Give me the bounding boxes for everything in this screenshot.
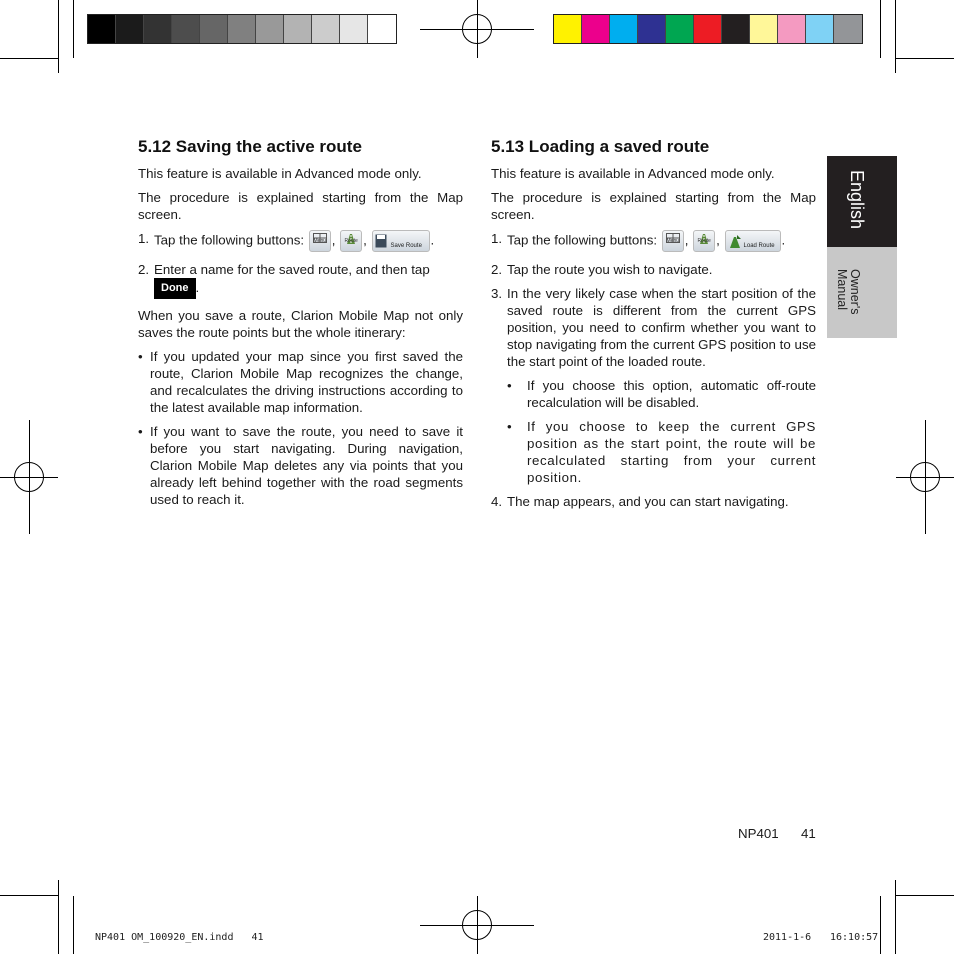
crop-mark [58, 0, 59, 73]
paragraph: This feature is available in Advanced mode only. [138, 166, 422, 181]
color-swatch [610, 15, 638, 43]
color-swatch [582, 15, 610, 43]
color-swatch [144, 15, 172, 43]
step-item: 1. Tap the following buttons: Menu , Route , Save Route . [138, 230, 463, 252]
bullet-item [138, 423, 463, 508]
bullet-dot: • [138, 424, 143, 439]
section-heading-saving: 5.12 Saving the active route [138, 137, 362, 156]
right-column [491, 165, 816, 517]
crop-mark [73, 896, 74, 954]
manual-tab [827, 247, 897, 338]
color-swatch [200, 15, 228, 43]
color-swatch [638, 15, 666, 43]
color-swatch [722, 15, 750, 43]
step-text: The map appears, and you can start navigating. [507, 494, 789, 509]
paragraph: When you save a route, Clarion Mobile Map not only saves the route points but the whole itinerary: [138, 308, 463, 340]
slug-time: 16:10:57 [830, 932, 879, 943]
color-swatch [312, 15, 340, 43]
slug-date: 2011-1-6 [763, 932, 812, 943]
crop-mark [895, 880, 896, 954]
color-swatch [228, 15, 256, 43]
load-route-button-icon: Load Route [725, 230, 781, 252]
left-column [138, 165, 463, 515]
bullet-item [138, 348, 463, 416]
color-swatch [368, 15, 396, 43]
bullet-text: If you choose this option, automatic off-route recalculation will be disabled. [527, 378, 816, 410]
crop-mark [0, 895, 58, 896]
color-swatch [256, 15, 284, 43]
bullet-text: If you updated your map since you first saved the route, Clarion Mobile Map recognizes the change, and recalculates the driving instructions according to the latest available map information. [150, 349, 463, 415]
crop-mark [895, 0, 896, 73]
bullet-text: If you choose to keep the current GPS position as the start point, the route will be recalculated starting from your current position. [527, 419, 816, 485]
step-item: 1. Tap the following buttons: Menu , Route , Load Route . [491, 230, 816, 252]
step-item: 2. Enter a name for the saved route, and then tap Done . [138, 261, 463, 299]
crop-mark [58, 880, 59, 954]
step-number: 3. [491, 286, 503, 301]
route-button-icon: Route [693, 230, 715, 252]
color-swatch [750, 15, 778, 43]
bullet-dot: • [507, 378, 512, 393]
language-tab [827, 156, 897, 247]
step-item [491, 261, 816, 278]
step-text: Enter a name for the saved route, and then tap [154, 262, 430, 277]
bullet-text: If you want to save the route, you need to save it before you start navigating. During navigation, Clarion Mobile Map deletes any via points that you already left behind together with the road segments used to reach it. [150, 424, 463, 507]
color-swatch [666, 15, 694, 43]
bullet-dot: • [507, 419, 512, 434]
registration-circle [910, 462, 940, 492]
color-swatch [778, 15, 806, 43]
step-item [491, 285, 816, 370]
step-number: 2. [491, 262, 503, 277]
crop-mark [0, 58, 58, 59]
registration-circle [14, 462, 44, 492]
paragraph: This feature is available in Advanced mode only. [491, 166, 775, 181]
crop-mark [880, 896, 881, 954]
page-number: 41 [801, 826, 816, 841]
crop-mark [896, 58, 954, 59]
paragraph: The procedure is explained starting from the Map screen. [491, 190, 816, 222]
paragraph: The procedure is explained starting from the Map screen. [138, 190, 463, 222]
color-swatch [554, 15, 582, 43]
manual-label-line2: Manual [835, 269, 849, 310]
step-text: Tap the route you wish to navigate. [507, 262, 713, 277]
color-swatch [694, 15, 722, 43]
step-text: Tap the following buttons: [154, 232, 305, 248]
step-number: 2. [138, 262, 150, 277]
section-heading-loading: 5.13 Loading a saved route [491, 137, 710, 156]
color-swatch [806, 15, 834, 43]
color-swatch [340, 15, 368, 43]
done-button: Done [154, 278, 196, 299]
step-text: Tap the following buttons: [507, 232, 658, 248]
step-text: In the very likely case when the start position of the saved route is different from the current GPS position, you need to confirm whether you want to stop navigating from the current GPS position to use the start point of the loaded route. [507, 286, 816, 369]
color-swatch [116, 15, 144, 43]
color-swatch [834, 15, 862, 43]
manual-label-line1: Owner's [848, 269, 862, 315]
step-number: 1. [138, 231, 150, 246]
sub-bullet-item [491, 377, 816, 411]
bullet-dot: • [138, 349, 143, 364]
save-route-button-icon: Save Route [372, 230, 430, 252]
sub-bullet-item [491, 418, 816, 486]
slug-filename: NP401 OM_100920_EN.indd 41 [95, 932, 264, 943]
step-number: 4. [491, 494, 503, 509]
registration-circle [462, 14, 492, 44]
step-number: 1. [491, 231, 503, 246]
color-swatch [172, 15, 200, 43]
menu-button-icon: Menu [309, 230, 331, 252]
color-swatch [284, 15, 312, 43]
process-color-bar [553, 14, 863, 44]
step-item [491, 493, 816, 510]
crop-mark [896, 895, 954, 896]
registration-circle [462, 910, 492, 940]
menu-button-icon: Menu [662, 230, 684, 252]
color-swatch [88, 15, 116, 43]
footer-model: NP401 [738, 826, 779, 841]
grayscale-color-bar [87, 14, 397, 44]
language-label: English [847, 170, 867, 230]
route-button-icon: Route [340, 230, 362, 252]
crop-mark [73, 0, 74, 58]
crop-mark [880, 0, 881, 58]
